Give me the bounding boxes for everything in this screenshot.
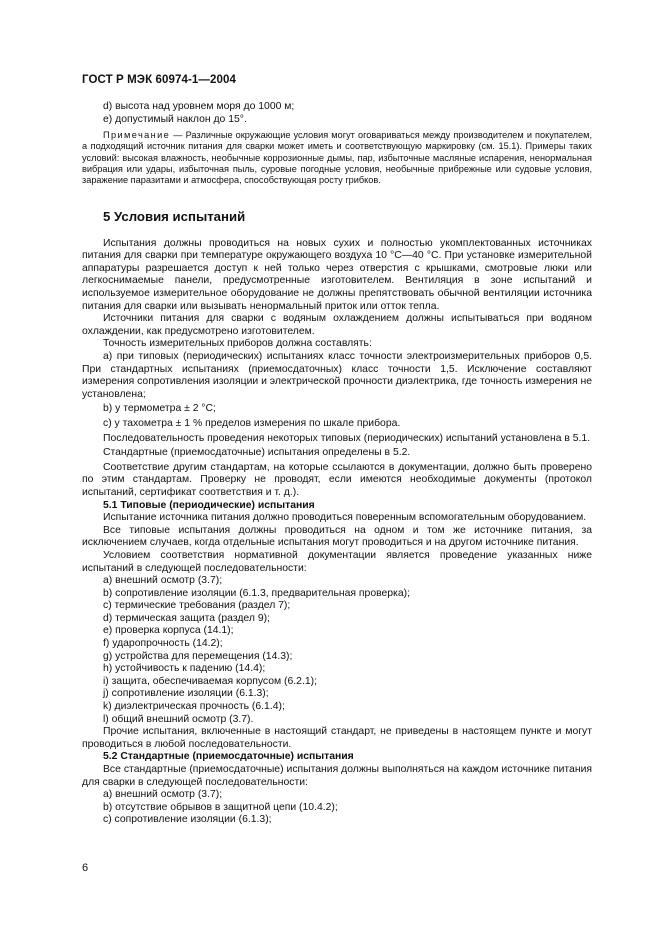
list-item: a) внешний осмотр (3.7);: [103, 789, 223, 801]
paragraph: Источники питания для сварки с водяным охлаждением должны испытываться при водяном охлаждении, как предусмотрено изготовителем.: [82, 313, 592, 337]
paragraph: Последовательность проведения некоторых типовых (периодических) испытаний установлена в 5.1.: [103, 432, 591, 444]
document-header: ГОСТ Р МЭК 60974-1—2004: [82, 74, 236, 86]
list-item: g) устройства для перемещения (14.3);: [103, 650, 293, 662]
list-item: f) ударопрочность (14.2);: [103, 638, 223, 650]
paragraph: Все типовые испытания должны проводиться на одном и том же источнике питания, за исключением случаев, когда отдельные испытания могут проводиться и на другом источнике питания.: [82, 524, 592, 549]
list-item: c) у тахометра ± 1 % пределов измерения по шкале прибора.: [103, 417, 401, 429]
note-paragraph: [82, 130, 592, 186]
list-item: b) отсутствие обрывов в защитной цепи (10.4.2);: [103, 801, 338, 813]
list-item: c) сопротивление изоляции (6.1.3);: [103, 814, 272, 826]
document-body: [82, 101, 592, 827]
note-label: Примечание: [103, 130, 171, 141]
list-item: b) сопротивление изоляции (6.1.3, предварительная проверка);: [103, 587, 410, 599]
page-number: 6: [82, 862, 89, 874]
list-item: a) внешний осмотр (3.7);: [103, 575, 223, 587]
paragraph: Точность измерительных приборов должна составлять:: [103, 338, 372, 350]
list-item: d) термическая защита (раздел 9);: [103, 612, 270, 624]
paragraph: Испытание источника питания должно проводиться поверенным вспомогательным оборудованием.: [103, 512, 587, 524]
list-item: e) допустимый наклон до 15°.: [103, 113, 247, 125]
section-5-2-title: 5.2 Стандартные (приемосдаточные) испытания: [103, 751, 354, 763]
list-item: i) защита, обеспечиваемая корпусом (6.2.1);: [103, 675, 317, 687]
paragraph: Испытания должны проводиться на новых сухих и полностью укомплектованных источниках питания для сварки при температуре окружающего воздуха 10 °С—40 °С. При установке измерительной аппаратуры разрешается доступ к ней только через отверстия с крышками, смотровые люки или легкоснимаемые панели, предусмотренные изготовителем. Вентиляция в зоне испытаний и используемое измерительное оборудование не должны препятствовать обычной вентиляции источника питания для сварки или вызывать ненормальный приток или отток тепла.: [82, 237, 592, 312]
list-item: l) общий внешний осмотр (3.7).: [103, 713, 254, 725]
paragraph: Стандартные (приемосдаточные) испытания определены в 5.2.: [103, 447, 411, 459]
paragraph: Условием соответствия нормативной документации является проведение указанных ниже испытаний в следующей последовательности:: [82, 549, 592, 574]
list-item: j) сопротивление изоляции (6.1.3);: [103, 688, 269, 700]
list-item: d) высота над уровнем моря до 1000 м;: [103, 101, 295, 112]
section-5-title: 5 Условия испытаний: [103, 208, 246, 224]
list-item: b) у термометра ± 2 °С;: [103, 403, 216, 415]
list-item: h) устойчивость к падению (14.4);: [103, 663, 266, 675]
section-5-1-title: 5.1 Типовые (периодические) испытания: [103, 499, 315, 511]
list-item: e) проверка корпуса (14.1);: [103, 625, 234, 637]
paragraph: Все стандартные (приемосдаточные) испытания должны выполняться на каждом источнике питания для сварки в следующей последовательности:: [82, 764, 592, 788]
paragraph: Прочие испытания, включенные в настоящий стандарт, не приведены в настоящем пункте и могут проводиться в любой последовательности.: [82, 726, 592, 750]
list-item: k) диэлектрическая прочность (6.1.4);: [103, 701, 285, 713]
paragraph: Соответствие другим стандартам, на которые ссылаются в документации, должно быть проверено по этим стандартам. Проверку не проводят, если имеются необходимые документы (протокол испытаний, сертификат соответствия и т. д.).: [82, 461, 592, 498]
list-item: c) термические требования (раздел 7);: [103, 600, 291, 612]
note-text: — Различные окружающие условия могут оговариваться между производителем и покупателем, а подходящий источник питания для сварки может иметь и соответствующую маркировку (см. 15.1). Примеры таких условий: высокая влажность, необычные коррозионные дымы, пар, избыточные масляные испарения, ненормальная вибрация или удары, избыточная пыль, суровые погодные условия, необычные прибрежные или судовые условия, заражение паразитами и атмосфера, способствующая росту грибков.: [82, 130, 592, 186]
list-item: a) при типовых (периодических) испытаниях класс точности электроизмерительных приборов 0,5. При стандартных испытаниях (приемосдаточных) класс точности 1,5. Исключение составляют измерения сопротивления изоляции и электрической прочности диэлектрика, где точность измерения не установлена;: [82, 351, 592, 400]
